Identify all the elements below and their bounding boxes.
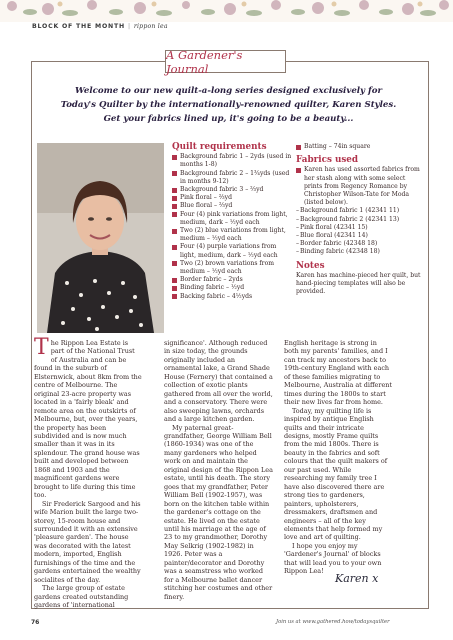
bullet-square-icon (172, 188, 177, 193)
dash-bullet: – (296, 240, 300, 248)
requirement-item (172, 284, 292, 292)
requirement-item (172, 276, 292, 284)
body-paragraph: I hope you enjoy my 'Gardener's Journal' of blocks that will lead you to your own Rippon Lea! (284, 541, 382, 576)
body-paragraph: My paternal great-grandfather, George William Bell (1860-1934) was one of the many gardeners who helped work on and maintain the original design of the Rippon Lea estate, until his death. The story goes that my grandfather, Peter William Bell (1902-1957), was born on the kitchen table within the gardener's cottage on the estate. He lived on the estate until his marriage at the age of 23 to my grandmother, Dorothy May Selkrig (1902-1982) in 1926. Peter was a painter/decorator and Dorothy was a seamstress who worked for a Melbourne ballet dancer stitching her costumes and other finery. (164, 423, 273, 601)
fabric-text: Binding fabric (42348 18) (300, 248, 380, 256)
bullet-square-icon (172, 261, 177, 266)
requirements-heading: Quilt requirements (172, 142, 267, 152)
requirement-text: Background fabric 3 – ⅔yd (180, 186, 264, 194)
fabrics-list (296, 207, 424, 256)
bullet-square-icon (172, 212, 177, 217)
fabrics-panel (296, 143, 424, 296)
dash-bullet: – (296, 232, 300, 240)
drop-cap: T (34, 335, 49, 360)
dash-bullet: – (296, 223, 300, 231)
requirement-text: Backing fabric – 4½yds (180, 292, 253, 300)
requirement-item (172, 243, 292, 259)
fabric-item (296, 224, 424, 232)
dash-bullet: – (296, 215, 300, 223)
requirement-item (172, 260, 292, 276)
fabric-text: Pink floral (42341 15) (300, 223, 368, 231)
fabrics-heading: Fabrics used (296, 155, 359, 166)
requirement-text: Two (2) blue variations from light, medium – ½yd each (180, 227, 286, 243)
footer-url: Join us at www.gathered.how/todaysquilter (276, 619, 390, 625)
bullet-square-icon (172, 294, 177, 299)
requirement-text: Border fabric – 2yds (180, 276, 243, 284)
requirement-item (172, 293, 292, 301)
fabric-text: Background fabric 2 (42341 13) (300, 215, 400, 223)
page-number: 76 (31, 619, 40, 626)
quilt-requirements (172, 143, 292, 301)
body-paragraph: Today, my quilting life is inspired by antique English quilts and their intricate designs, mostly Frame quilts from the mid 1800s. There is beauty in the fabrics and soft colours that the quilt makers of our past used. While researching my family tree I have also discovered there are strong ties to gardeners, painters, upholsterers, dressmakers, draftsmen and engineers – all of the key elements that help formed my love and art of quilting. (284, 406, 388, 542)
requirement-item (172, 211, 292, 227)
bullet-square-icon (172, 155, 177, 160)
fabrics-lead-item (296, 166, 424, 207)
section-label (32, 23, 168, 30)
body-paragraph: Sir Frederick Sargood and his wife Marion built the large two-storey, 15-room house and surrounded it with an extensive 'pleasure garden'. The house was decorated with the latest modern, imported, English furnishings of the time and the gardens entertained the wealthy socialites of the day. (34, 499, 141, 584)
body-paragraph (34, 335, 142, 500)
fabric-text: Blue floral (42341 14) (300, 232, 368, 240)
fabric-text: Border fabric (42348 18) (300, 240, 378, 248)
signature: Karen x (335, 572, 379, 585)
requirement-text: Blue floral – ⅔yd (180, 202, 233, 210)
batting-item (296, 143, 424, 151)
requirement-item (172, 153, 292, 169)
body-column-1 (34, 335, 142, 610)
body-column-3 (284, 339, 392, 576)
body-paragraph: significance'. Although reduced in size today, the grounds originally included an ornamental lake, a Grand Shade House (Fernery) that contained a collection of exotic plants gathered from all over the world, and a conservatory. There were also sweeping lawns, orchards and a large kitchen garden. (164, 339, 273, 424)
requirement-item (172, 194, 292, 202)
requirement-item (172, 186, 292, 194)
fabric-text: Background fabric 1 (42341 11) (300, 207, 400, 215)
fabrics-lead: Karen has used assorted fabrics from her stash along with some select prints from Regency Romance by Christopher Wilson-Tate for Moda (listed below). (304, 166, 420, 207)
bullet-square-icon (172, 245, 177, 250)
bullet-square-icon (296, 145, 301, 150)
fabric-item (296, 240, 424, 248)
body-paragraph: English heritage is strong in both my parents' families, and I can track my ancestors back to 19th-century England with each of these families migrating to Melbourne, Australia at different times during the 1800s to start their new lives far from home. (284, 339, 392, 407)
title-badge (165, 47, 286, 76)
fabric-item (296, 232, 424, 240)
requirement-item (172, 170, 292, 186)
requirement-text: Background fabric 2 – 1¾yds (used in months 9-12) (180, 169, 290, 185)
fabric-item (296, 216, 424, 224)
paragraph-text: he Rippon Lea Estate is part of the National Trust of Australia and can be found in the suburb of Elsternwick, about 8km from the centre of Melbourne. The original 23-acre property was located in a 'fairly bleak' and remote area on the outskirts of Melbourne, but, over the years, the property has been subdivided and is now much smaller than it was in its splendour. The grand house was built and developed between 1868 and 1903 and the magnificent gardens were brought to life during this time too. (34, 339, 142, 500)
bullet-square-icon (296, 168, 301, 173)
requirement-text: Binding fabric – ½yd (180, 284, 245, 292)
fabric-item (296, 248, 424, 256)
bullet-square-icon (172, 204, 177, 209)
dash-bullet: – (296, 207, 300, 215)
body-paragraph: The large group of estate gardens created outstanding gardens of 'international (34, 584, 129, 610)
requirement-text: Four (4) pink variations from light, medium, dark – ½yd each (180, 210, 288, 226)
requirement-text: Four (4) purple variations from light, medium, dark – ½yd each (180, 243, 278, 259)
bullet-square-icon (172, 171, 177, 176)
intro-text: Welcome to our new quilt-a-long series designed exclusively for Today's Quilter by the internationally-renowned quilter, Karen Styles. Get your fabrics lined up, it's going to be a beauty... (60, 86, 397, 124)
requirement-item (172, 227, 292, 243)
batting-text: Batting – 74in square (304, 143, 371, 150)
body-column-2 (164, 339, 273, 601)
notes-heading: Notes (296, 260, 325, 271)
section-name: BLOCK OF THE MONTH (32, 23, 126, 30)
bullet-square-icon (172, 196, 177, 201)
notes-text: Karen has machine-pieced her quilt, but hand-piecing templates will also be provided. (296, 271, 421, 296)
dash-bullet: – (296, 248, 300, 256)
requirement-text: Two (2) brown variations from medium – ½yd each (180, 259, 275, 276)
section-separator: | (127, 23, 131, 30)
portrait-photo (37, 143, 164, 333)
requirement-text: Pink floral – ⅔yd (180, 194, 233, 202)
bullet-square-icon (172, 286, 177, 291)
bullet-square-icon (172, 229, 177, 234)
bullet-square-icon (172, 278, 177, 283)
page-title: A Gardener's Journal (166, 47, 243, 76)
fabric-item (296, 207, 424, 215)
floral-banner (0, 0, 453, 22)
requirements-list (172, 153, 292, 301)
requirement-item (172, 202, 292, 210)
requirement-text: Background fabric 1 – 2yds (used in months 1-8) (180, 153, 292, 169)
section-subtitle: rippon lea (133, 23, 168, 30)
